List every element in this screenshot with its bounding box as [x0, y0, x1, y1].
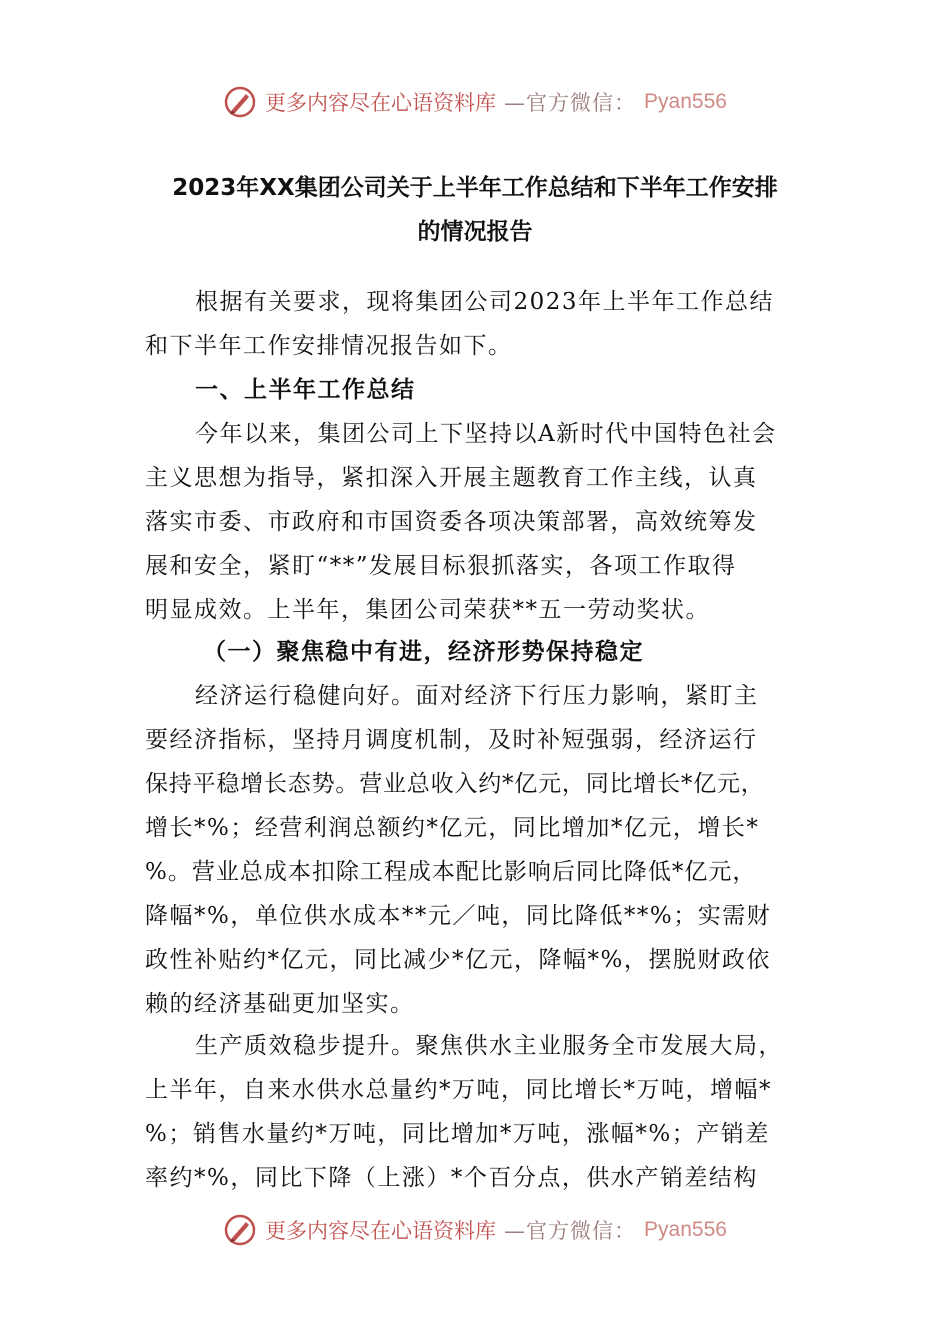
paragraph-line: 今年以来，集团公司上下坚持以A新时代中国特色社会 [195, 421, 777, 447]
watermark-text-3: Pyan556 [644, 1218, 727, 1241]
paragraph-line: 保持平稳增长态势。营业总收入约*亿元，同比增长*亿元， [145, 771, 765, 797]
watermark-text-3: Pyan556 [644, 90, 727, 113]
watermark-text-1: 更多内容尽在心语资料库 [265, 1219, 497, 1243]
pen-logo-icon [223, 1213, 257, 1247]
paragraph-line: 落实市委、市政府和市国资委各项决策部署，高效统筹发 [145, 509, 758, 535]
paragraph-line: 经济运行稳健向好。面对经济下行压力影响，紧盯主 [195, 683, 759, 709]
watermark-header [0, 82, 950, 122]
watermark-text-1: 更多内容尽在心语资料库 [265, 91, 497, 115]
document-title-line-2: 的情况报告 [417, 219, 533, 245]
watermark-text-2: —官方微信： [504, 1219, 637, 1243]
paragraph-line: 要经济指标，坚持月调度机制，及时补短强弱，经济运行 [145, 727, 758, 753]
paragraph-line: 展和安全，紧盯“**”发展目标狠抓落实，各项工作取得 [145, 553, 737, 579]
watermark-footer [0, 1210, 950, 1250]
section-heading-1: 一、上半年工作总结 [195, 377, 416, 403]
paragraph-line: 根据有关要求，现将集团公司2023年上半年工作总结 [195, 289, 775, 315]
paragraph-line: 率约*%，同比下降（上涨）*个百分点，供水产销差结构 [145, 1165, 758, 1191]
paragraph-line: 生产质效稳步提升。聚焦供水主业服务全市发展大局， [195, 1033, 783, 1059]
paragraph-line: 政性补贴约*亿元，同比减少*亿元，降幅*%，摆脱财政依 [145, 947, 771, 973]
subsection-heading-1: （一）聚焦稳中有进，经济形势保持稳定 [203, 639, 644, 665]
paragraph-line: 降幅*%，单位供水成本**元／吨，同比降低**%；实需财 [145, 903, 772, 929]
paragraph-line: 和下半年工作安排情况报告如下。 [145, 333, 513, 359]
paragraph-line: %；销售水量约*万吨，同比增加*万吨，涨幅*%；产销差 [145, 1121, 770, 1147]
paragraph-line: 赖的经济基础更加坚实。 [145, 991, 415, 1017]
pen-logo-icon [223, 85, 257, 119]
document-title-line-1: 2023年XX集团公司关于上半年工作总结和下半年工作安排 [172, 175, 778, 201]
paragraph-line: %。营业总成本扣除工程成本配比影响后同比降低*亿元， [145, 859, 757, 885]
watermark-text-2: —官方微信： [504, 91, 637, 115]
paragraph-line: 增长*%；经营利润总额约*亿元，同比增加*亿元，增长* [145, 815, 760, 841]
paragraph-line: 上半年，自来水供水总量约*万吨，同比增长*万吨，增幅* [145, 1077, 772, 1103]
paragraph-line: 明显成效。上半年，集团公司荣获**五一劳动奖状。 [145, 597, 710, 623]
paragraph-line: 主义思想为指导，紧扣深入开展主题教育工作主线，认真 [145, 465, 758, 491]
